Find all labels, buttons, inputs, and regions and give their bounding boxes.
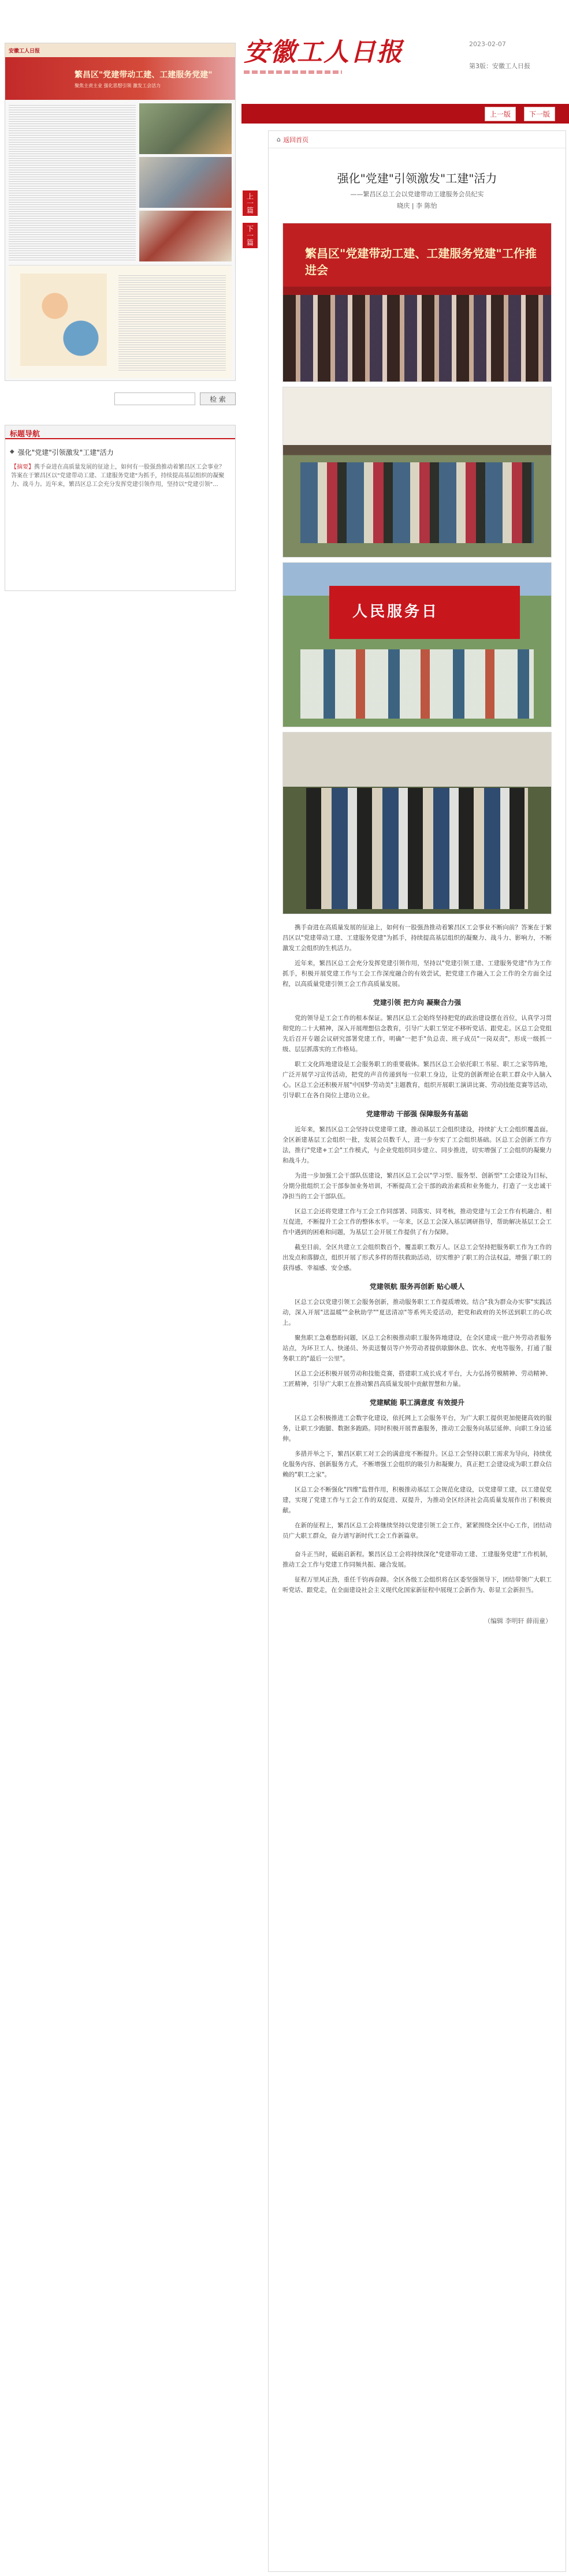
section-heading: 党建赋能 职工满意度 有效提升 bbox=[369, 1399, 465, 1407]
article-paragraph: 多措并举之下，繁昌区职工对工会的满意度不断提升。区总工会坚持以职工需求为导向，持续优化服务内容、创新服务方式，不断增强工会组织的吸引力和凝聚力，真正把工会建设成为职工群众信赖的"职工之家"。 bbox=[282, 1450, 552, 1478]
nav-summary bbox=[5, 459, 235, 492]
newspaper-logo: 安徽工人日报 bbox=[244, 38, 403, 67]
photo-people bbox=[300, 462, 534, 543]
prev-article-tab[interactable]: 上一篇 bbox=[243, 190, 258, 216]
next-article-tab[interactable]: 下一篇 bbox=[243, 223, 258, 248]
article-editor: （编辑 李明轩 薛雨童） bbox=[484, 1617, 552, 1625]
photo-people bbox=[306, 788, 528, 909]
thumbnail-photos bbox=[139, 103, 232, 261]
article-paragraph: 区总工会积极推进工会数字化建设，依托网上工会服务平台，为广大职工提供更加便捷高效的服务，让职工少跑腿、数据多跑路。同时积极开展普惠服务，推动工会服务向基层延伸、向职工身边延伸。 bbox=[282, 1415, 552, 1442]
photo-audience bbox=[283, 295, 551, 382]
page-nav-strip bbox=[241, 104, 569, 124]
thumbnail-body bbox=[5, 100, 235, 265]
search-button[interactable]: 检 索 bbox=[200, 392, 236, 405]
search-bar bbox=[5, 391, 236, 406]
back-home-link[interactable]: 返回首页 bbox=[282, 136, 308, 144]
logo-decoration bbox=[244, 70, 342, 74]
article-paragraph: 奋斗正当时，砥砺启新程。繁昌区总工会将持续深化"党建带动工建、工建服务党建"工作机制，推动工会工作与党建工作同频共振、融合发展。 bbox=[282, 1551, 552, 1568]
page-thumbnail[interactable] bbox=[5, 43, 236, 381]
article-paragraph: 聚焦职工急难愁盼问题，区总工会积极推动职工服务阵地建设，在全区建成一批户外劳动者服务站点，为环卫工人、快递员、外卖送餐员等户外劳动者提供歇脚休息、饮水、充电等服务，打通了服务职工的"最后一公里"。 bbox=[282, 1334, 552, 1362]
photo-stall-sign: 人民服务日 bbox=[352, 603, 440, 620]
article-photo-service-day bbox=[282, 562, 552, 727]
thumbnail-banner bbox=[5, 57, 235, 100]
thumbnail-text-column bbox=[9, 103, 136, 261]
article-paragraph: 党的领导是工会工作的根本保证。繁昌区总工会始终坚持把党的政治建设摆在首位，认真学习贯彻党的二十大精神，深入开展理想信念教育，引导广大职工坚定不移听党话、跟党走。区总工会党组先后召开专题会议研究部署党建工作，明确"一把手"负总责、班子成员"一岗双责"，形成一级抓一级、层层抓落实的工作格局。 bbox=[282, 1015, 552, 1053]
search-input[interactable] bbox=[114, 392, 195, 405]
article-paragraph: 携手奋进在高质量发展的征途上，如何有一股强劲推动着繁昌区工会事业不断向前？答案在于繁昌区以"党建带动工建、工建服务党建"为抓手，持续提高基层组织的凝聚力、战斗力、影响力，不断激发工会组织的生机活力。 bbox=[282, 924, 552, 952]
photo-tables bbox=[300, 649, 534, 719]
article-paragraph: 在新的征程上，繁昌区总工会将继续坚持以党建引领工会工作，紧紧围绕全区中心工作，团结动员广大职工群众，奋力谱写新时代工会工作新篇章。 bbox=[282, 1522, 552, 1539]
section-heading: 党建引领 把方向 凝聚合力强 bbox=[373, 999, 462, 1007]
edition-label[interactable]: 第3版：安徽工人日报 bbox=[469, 62, 530, 70]
article-panel bbox=[268, 130, 566, 2572]
title-navigation bbox=[5, 425, 236, 591]
article-paragraph: 区总工会以党建引领工会服务创新，推动服务职工工作提质增效。结合"我为群众办实事"实践活动，深入开展"送温暖""金秋助学""夏送清凉"等系列关爱活动，把党和政府的关怀送到职工的心坎上。 bbox=[282, 1299, 552, 1326]
article-paragraph: 区总工会还将党建工作与工会工作同部署、同落实、同考核，推动党建与工会工作有机融合、相互促进，不断提升工会工作的整体水平。一年来，区总工会深入基层调研指导，帮助解决基层工会工作中遇到的困难和问题，为基层工会开展工作提供了有力保障。 bbox=[282, 1208, 552, 1236]
breadcrumb bbox=[269, 131, 566, 148]
article-paragraph: 职工文化阵地建设是工会服务职工的重要载体。繁昌区总工会依托职工书屋、职工之家等阵地，广泛开展学习宣传活动，把党的声音传递到每一位职工身边，让党的创新理论在职工群众中入脑入心。区总工会还积极开展"中国梦·劳动美"主题教育，组织开展职工演讲比赛、劳动技能竞赛等活动，引导职工在各自岗位上建功立业。 bbox=[282, 1061, 552, 1099]
article-paragraph: 近年来，繁昌区总工会充分发挥党建引领作用，坚持以"党建引领工建、工建服务党建"作为工作抓手，积极开展党建工作与工会工作深度融合的有效尝试，把党建工作融入工会工作的全方面全过程，以高质量党建引领工会工作高质量发展。 bbox=[282, 960, 552, 988]
article-photo-award bbox=[282, 732, 552, 914]
thumbnail-lower-article bbox=[9, 265, 232, 378]
thumbnail-banner-title: 繁昌区"党建带动工建、工建服务党建" bbox=[75, 70, 213, 80]
article-paragraph: 近年来，繁昌区总工会坚持以党建带工建，推动基层工会组织建设，持续扩大工会组织覆盖面。全区新建基层工会组织一批，发展会员数千人，进一步夯实了工会组织基础。区总工会创新工作方法，推行"党建+工会"工作模式，与企业党组织同步建立、同步推进，切实增强了工会组织的凝聚力和战斗力。 bbox=[282, 1126, 552, 1164]
article-paragraph: 征程万里风正劲，重任千钧再奋蹄。全区各级工会组织将在区委坚强领导下，团结带领广大职工听党话、跟党走，在全面建设社会主义现代化国家新征程中展现工会新作为、彰显工会新担当。 bbox=[282, 1576, 552, 1594]
article-photo-meeting bbox=[282, 223, 552, 382]
thumbnail-cartoon bbox=[20, 274, 107, 366]
section-heading: 党建带动 干部强 保障服务有基础 bbox=[366, 1110, 468, 1118]
nav-item-label: 强化"党建"引领激发"工建"活力 bbox=[17, 448, 114, 457]
article-paragraph: 区总工会还积极开展劳动和技能竞赛，搭建职工成长成才平台，大力弘扬劳模精神、劳动精神、工匠精神，引导广大职工在推动繁昌高质量发展中贡献智慧和力量。 bbox=[282, 1370, 552, 1388]
article-headline: 强化"党建"引领激发"工建"活力 bbox=[337, 171, 497, 185]
left-sidebar bbox=[0, 0, 239, 595]
thumbnail-masthead: 安徽工人日报 bbox=[5, 43, 235, 57]
title-navigation-heading: 标题导航 bbox=[5, 425, 235, 439]
thumbnail-photo bbox=[139, 157, 232, 208]
thumbnail-photo bbox=[139, 103, 232, 154]
article-paragraph: 区总工会不断强化"四维"监督作用，积极推动基层工会规范化建设，以党建带工建，以工建促党建，实现了党建工作与工会工作的双促进、双提升，为推动全区经济社会高质量发展作出了积极贡献。 bbox=[282, 1486, 552, 1514]
prev-page-button[interactable]: 上一版 bbox=[485, 107, 516, 121]
thumbnail-banner-sub: 聚焦主责主业 强化思想引领 激发工会活力 bbox=[75, 83, 161, 88]
article-side-tabs bbox=[243, 190, 258, 255]
bullet-icon: ◆ bbox=[10, 448, 14, 455]
next-page-button[interactable]: 下一版 bbox=[524, 107, 555, 121]
article-photo-group bbox=[282, 387, 552, 558]
article-paragraph: 为进一步加强工会干部队伍建设，繁昌区总工会以"学习型、服务型、创新型"工会建设为目标，分期分批组织工会干部参加业务培训，不断提高工会干部的政治素质和业务能力，打造了一支忠诚干净担当的工会干部队伍。 bbox=[282, 1172, 552, 1200]
nav-item-article[interactable] bbox=[5, 439, 235, 459]
issue-date: 2023-02-07 bbox=[469, 40, 506, 48]
article-paragraph: 截至目前，全区共建立工会组织数百个，覆盖职工数万人。区总工会坚持把服务职工作为工作的出发点和落脚点，组织开展了形式多样的帮扶救助活动，切实维护了职工的合法权益，增强了职工的获得感、幸福感、安全感。 bbox=[282, 1244, 552, 1272]
thumbnail-photo bbox=[139, 211, 232, 261]
home-icon: ⌂ bbox=[277, 136, 281, 143]
summary-text: 携手奋进在高质量发展的征途上，如何有一股强劲推动着繁昌区工会事业？答案在于繁昌区以"党建带动工建、工建服务党建"为抓手，持续提高基层组织的凝聚力、战斗力。近年来，繁昌区总工会充分发挥党建引领作用，坚持以"党建引领"... bbox=[11, 464, 225, 488]
thumbnail-text-lines bbox=[118, 274, 226, 372]
newspaper-masthead bbox=[241, 29, 569, 94]
photo-banner-text: 繁昌区"党建带动工建、工建服务党建"工作推进会 bbox=[305, 246, 537, 277]
section-heading: 党建领航 服务再创新 贴心暖人 bbox=[369, 1283, 465, 1291]
article-byline: 晓庆 | 李 陈怡 bbox=[397, 202, 437, 210]
summary-label: 【摘要】 bbox=[11, 464, 34, 470]
article-subtitle: ——繁昌区总工会以党建带动工建服务会员纪实 bbox=[350, 190, 484, 198]
